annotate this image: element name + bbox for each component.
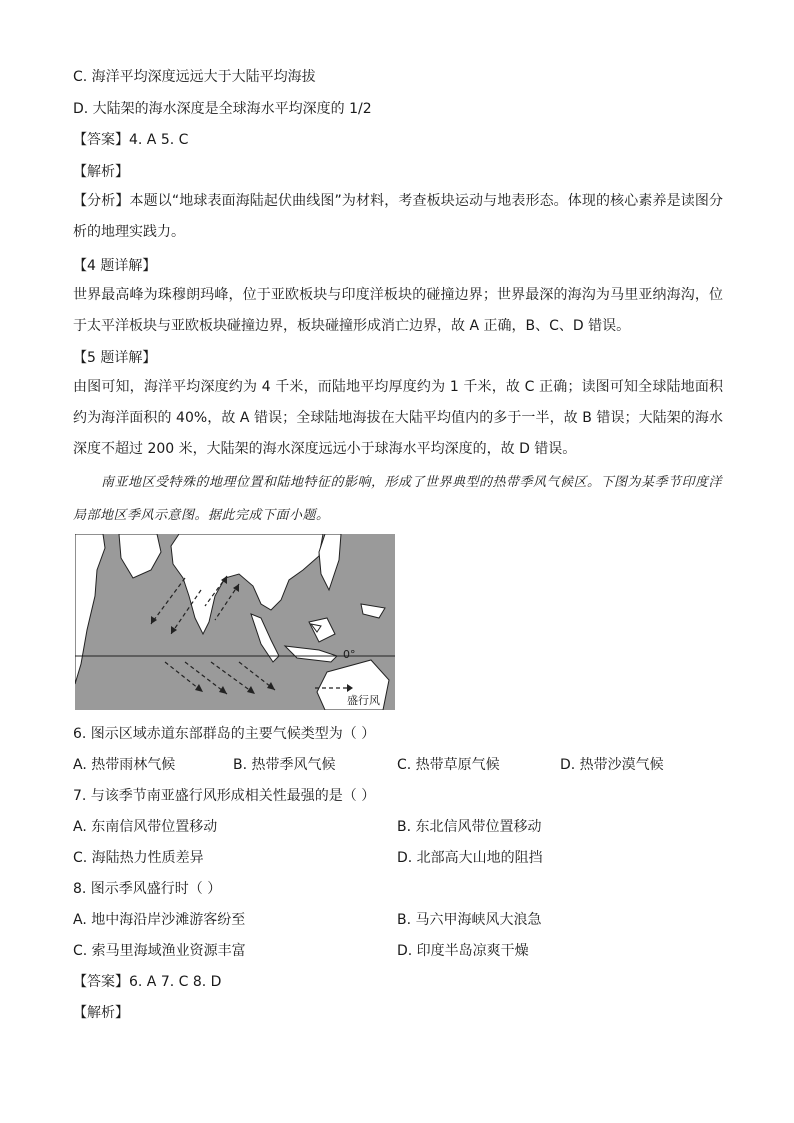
q6-option-a: A. 热带雨林气候 — [73, 757, 176, 773]
q7-option-b: B. 东北信风带位置移动 — [397, 819, 542, 835]
q7-option-a: A. 东南信风带位置移动 — [73, 819, 218, 835]
option-c-prev: C. 海洋平均深度远远大于大陆平均海拔 — [73, 69, 316, 85]
q8-option-b: B. 马六甲海峡风大浪急 — [397, 912, 542, 928]
fenxi-paragraph — [73, 186, 723, 248]
option-d-prev: D. 大陆架的海水深度是全球海水平均深度的 1/2 — [73, 101, 372, 117]
q7-stem: 7. 与该季节南亚盛行风形成相关性最强的是（ ） — [73, 788, 376, 804]
answer-line-2 — [73, 972, 221, 992]
detail4-text: 世界最高峰为珠穆朗玛峰，位于亚欧板块与印度洋板块的碰撞边界；世界最深的海沟为马里亚纳海沟，位于太平洋板块与亚欧板块碰撞边界，板块碰撞形成消亡边界，故 A 正确，B、C、D 错误。 — [73, 287, 723, 334]
answer-text: 4. A 5. C — [129, 132, 189, 148]
monsoon-map — [75, 534, 395, 710]
q8-stem: 8. 图示季风盛行时（ ） — [73, 881, 222, 897]
legend-label: 盛行风 — [347, 694, 380, 707]
answer-tag: 【答案】 — [73, 132, 129, 148]
q8-option-d: D. 印度半岛凉爽干燥 — [397, 943, 529, 959]
q6-option-b: B. 热带季风气候 — [233, 757, 336, 773]
detail4-heading: 【4 题详解】 — [73, 258, 157, 274]
answer-text-2: 6. A 7. C 8. D — [129, 974, 222, 990]
q6-option-d: D. 热带沙漠气候 — [560, 757, 664, 773]
q7-option-d: D. 北部高大山地的阻挡 — [397, 850, 543, 866]
detail5-heading: 【5 题详解】 — [73, 350, 157, 366]
equator-label: 0° — [343, 648, 356, 661]
question-intro: 南亚地区受特殊的地理位置和陆地特征的影响，形成了世界典型的热带季风气候区。下图为某季节印度洋局部地区季风示意图。据此完成下面小题。 — [73, 475, 723, 523]
q6-option-c: C. 热带草原气候 — [397, 757, 500, 773]
answer-tag-2: 【答案】 — [73, 974, 129, 990]
q6-stem: 6. 图示区域赤道东部群岛的主要气候类型为（ ） — [73, 726, 376, 742]
q8-option-a: A. 地中海沿岸沙滩游客纷至 — [73, 912, 246, 928]
q8-option-c: C. 索马里海域渔业资源丰富 — [73, 943, 246, 959]
fenxi-text: 本题以“地球表面海陆起伏曲线图”为材料，考查板块运动与地表形态。体现的核心素养是读图分析的地理实践力。 — [73, 193, 723, 240]
answer-line-1 — [73, 130, 188, 150]
analysis-heading-2: 【解析】 — [73, 1005, 129, 1021]
q7-option-c: C. 海陆热力性质差异 — [73, 850, 204, 866]
analysis-heading-1: 【解析】 — [73, 164, 129, 180]
fenxi-tag: 【分析】 — [73, 193, 130, 209]
detail5-text: 由图可知，海洋平均深度约为 4 千米，而陆地平均厚度约为 1 千米，故 C 正确；读图可知全球陆地面积约为海洋面积的 40%，故 A 错误；全球陆地海拔在大陆平均值内的多于一半，故 B 错误；大陆架的海水深度不超过 200 米，大陆架的海水深度远远小于球海水平均深度的，故 D 错误。 — [73, 379, 723, 457]
